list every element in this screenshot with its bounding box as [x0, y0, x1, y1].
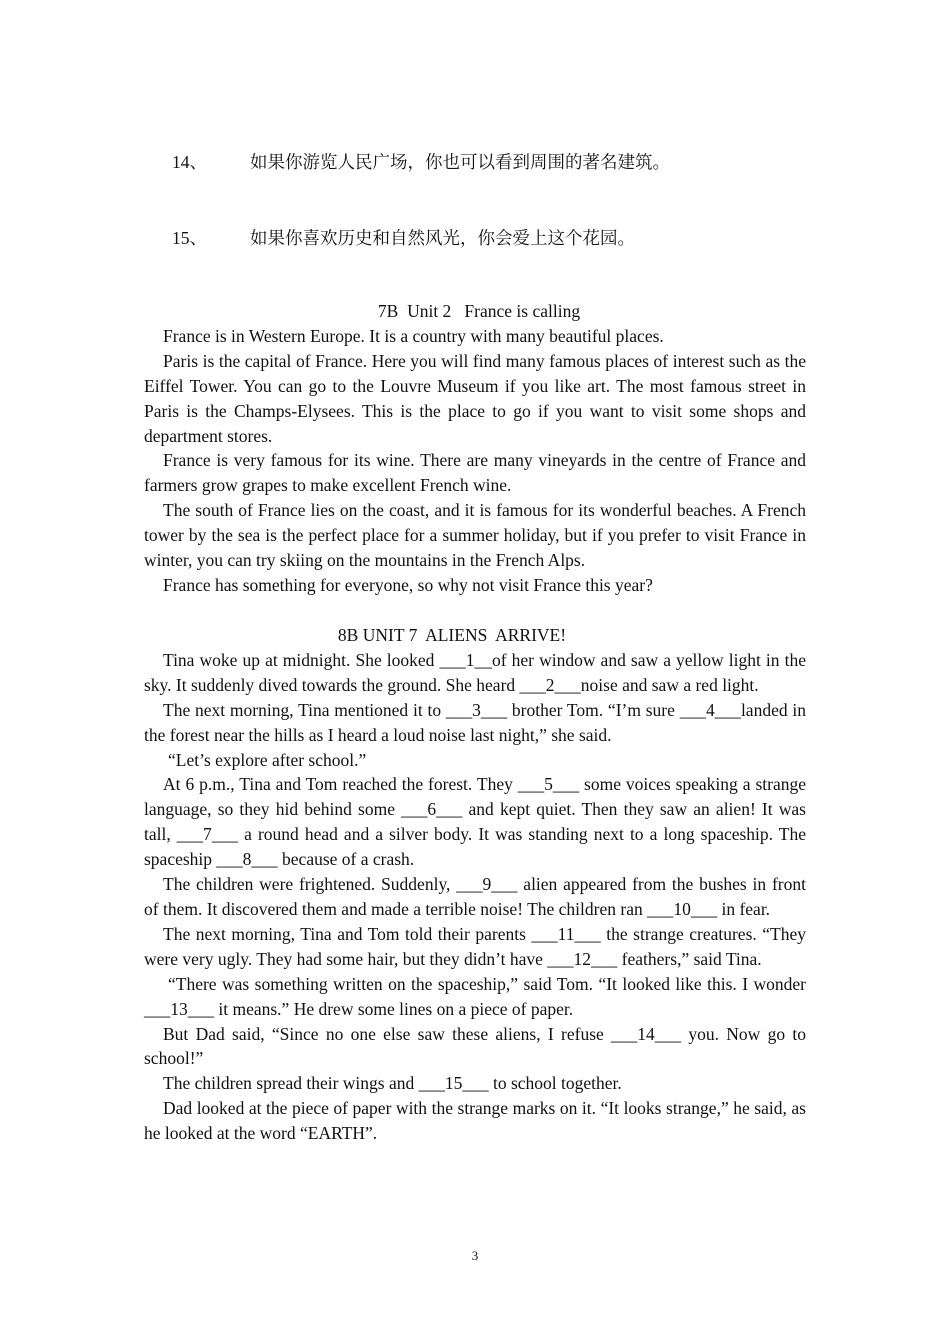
passage-aliens — [144, 623, 806, 1146]
passage-france — [144, 299, 806, 598]
paragraph: France has something for everyone, so why not visit France this year? — [163, 574, 653, 595]
paragraph: Paris is the capital of France. Here you will find many famous places of interest such as the Eiffel Tower. You can go to the Louvre Museum if you like art. The most famous street in Paris is the Champs-Elysees. This is the place to go if you want to visit some shops and department stores. — [144, 350, 806, 446]
item-text: 如果你喜欢历史和自然风光，你会爱上这个花园。 — [250, 228, 635, 248]
page-number: 3 — [471, 1248, 479, 1263]
paragraph: The south of France lies on the coast, and it is famous for its wonderful beaches. A French tower by the sea is the perfect place for a summer holiday, but if you prefer to visit France in winter, you can try skiing on the mountains in the French Alps. — [144, 500, 806, 571]
item-number: 14、 — [172, 152, 207, 172]
translation-item-15 — [172, 226, 635, 250]
paragraph: The next morning, Tina mentioned it to ___3___ brother Tom. “I’m sure ___4___landed in the forest near the hills as I heard a loud noise last night,” she said. — [144, 699, 806, 745]
paragraph: “There was something written on the spaceship,” said Tom. “It looked like this. I wonder ___13___ it means.” He drew some lines on a piece of paper. — [144, 973, 806, 1019]
paragraph: The next morning, Tina and Tom told their parents ___11___ the strange creatures. “They were very ugly. They had some hair, but they didn’t have ___12___ feathers,” said Tina. — [144, 923, 806, 969]
paragraph: The children were frightened. Suddenly, ___9___ alien appeared from the bushes in front of them. It discovered them and made a terrible noise! The children ran ___10___ in fear. — [144, 874, 806, 919]
passage-title: 7B Unit 2 France is calling — [377, 301, 581, 321]
paragraph: Dad looked at the piece of paper with the strange marks on it. “It looks strange,” he said, as he looked at the word “EARTH”. — [144, 1098, 806, 1144]
item-text: 如果你游览人民广场，你也可以看到周围的著名建筑。 — [250, 152, 670, 172]
translation-item-14 — [172, 150, 670, 174]
passage-title: 8B UNIT 7 ALIENS ARRIVE! — [337, 625, 567, 645]
paragraph: The children spread their wings and ___15___ to school together. — [163, 1073, 622, 1094]
paragraph: But Dad said, “Since no one else saw these aliens, I refuse ___14___ you. Now go to school!” — [144, 1023, 806, 1069]
paragraph: France is in Western Europe. It is a country with many beautiful places. — [163, 325, 664, 346]
paragraph: At 6 p.m., Tina and Tom reached the forest. They ___5___ some voices speaking a strange language, so they hid behind some ___6___ and kept quiet. Then they saw an alien! It was tall, ___7___ a round head and a silver body. It was standing next to a long spaceship. The spaceship ___8___ because of a crash. — [144, 774, 806, 870]
paragraph: France is very famous for its wine. There are many vineyards in the centre of France and farmers grow grapes to make excellent French wine. — [144, 450, 806, 496]
paragraph: Tina woke up at midnight. She looked ___1__of her window and saw a yellow light in the sky. It suddenly dived towards the ground. She heard ___2___noise and saw a red light. — [144, 649, 806, 695]
item-number: 15、 — [172, 228, 207, 248]
paragraph: “Let’s explore after school.” — [168, 749, 367, 770]
